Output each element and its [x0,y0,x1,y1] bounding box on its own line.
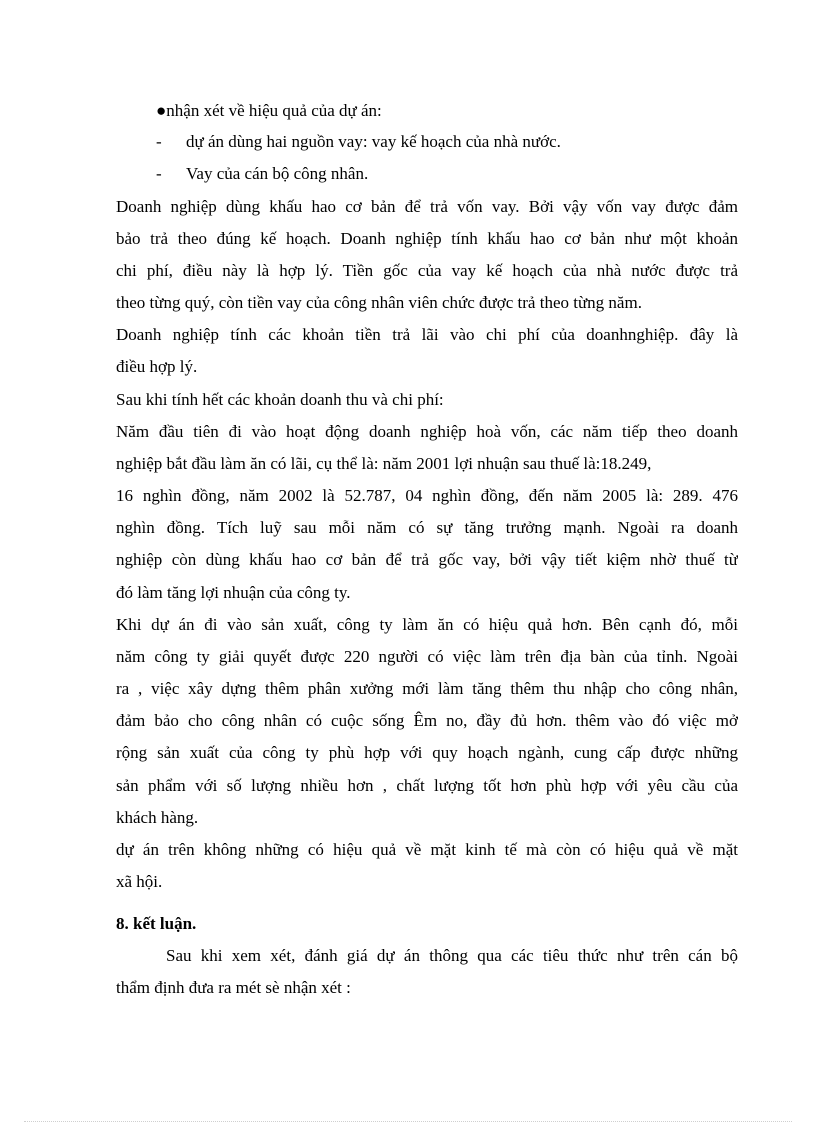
body-line: ra , việc xây dựng thêm phân xưởng mới làm tăng thêm thu nhập cho công nhân, [116,679,738,698]
body-line: nghiệp bắt đầu làm ăn có lãi, cụ thể là: năm 2001 lợi nhuận sau thuế là:18.249, [116,454,652,473]
body-line: xã hội. [116,872,163,891]
body-line: dự án trên không những có hiệu quả về mặt kinh tế mà còn có hiệu quả về mặt [116,840,738,859]
body-line: Doanh nghiệp dùng khấu hao cơ bản để trả vốn vay. Bởi vậy vốn vay được đảm [116,197,738,216]
dash-item-text: Vay của cán bộ công nhân. [186,164,369,183]
page-bottom-rule [24,1121,792,1122]
dash-marker: - [156,164,162,183]
section-heading: 8. kết luận. [116,914,197,933]
body-line: Doanh nghiệp tính các khoản tiền trả lãi vào chi phí của doanhnghiệp. đây là [116,325,738,344]
body-line: đảm bảo cho công nhân có cuộc sống Êm no, đầy đủ hơn. thêm vào đó việc mở [116,711,738,730]
body-line: bảo trả theo đúng kế hoạch. Doanh nghiệp tính khấu hao cơ bản như một khoản [116,229,738,248]
body-line: điều hợp lý. [116,357,198,376]
dash-item-text: dự án dùng hai nguồn vay: vay kế hoạch của nhà nước. [186,132,561,151]
body-line: khách hàng. [116,808,199,827]
body-line: đó làm tăng lợi nhuận của công ty. [116,583,351,602]
body-line: Năm đầu tiên đi vào hoạt động doanh nghiệp hoà vốn, các năm tiếp theo doanh [116,422,738,441]
body-line: nghiệp còn dùng khấu hao cơ bản để trả gốc vay, bởi vậy tiết kiệm nhờ thuế từ [116,550,738,569]
bullet-heading: ●nhận xét về hiệu quả của dự án: [156,101,382,120]
body-line: chi phí, điều này là hợp lý. Tiền gốc của vay kế hoạch của nhà nước được trả [116,261,738,280]
body-line: rộng sản xuất của công ty phù hợp với quy hoạch ngành, cung cấp được những [116,743,738,762]
dash-marker: - [156,132,162,151]
conclusion-line: thẩm định đưa ra mét sè nhận xét : [116,978,351,997]
body-line: Sau khi tính hết các khoản doanh thu và chi phí: [116,390,444,409]
body-line: 16 nghìn đồng, năm 2002 là 52.787, 04 nghìn đồng, đến năm 2005 là: 289. 476 [116,486,738,505]
body-line: sản phẩm với số lượng nhiều hơn , chất lượng tốt hơn phù hợp với yêu cầu của [116,776,738,795]
body-line: năm công ty giải quyết được 220 người có việc làm trên địa bàn của tỉnh. Ngoài [116,647,738,666]
body-line: Khi dự án đi vào sản xuất, công ty làm ăn có hiệu quả hơn. Bên cạnh đó, mỗi [116,615,738,634]
body-line: theo từng quý, còn tiền vay của công nhân viên chức được trả theo từng năm. [116,293,642,312]
body-line: nghìn đồng. Tích luỹ sau mỗi năm có sự tăng trưởng mạnh. Ngoài ra doanh [116,518,738,537]
conclusion-line: Sau khi xem xét, đánh giá dự án thông qua các tiêu thức như trên cán bộ [166,946,738,965]
